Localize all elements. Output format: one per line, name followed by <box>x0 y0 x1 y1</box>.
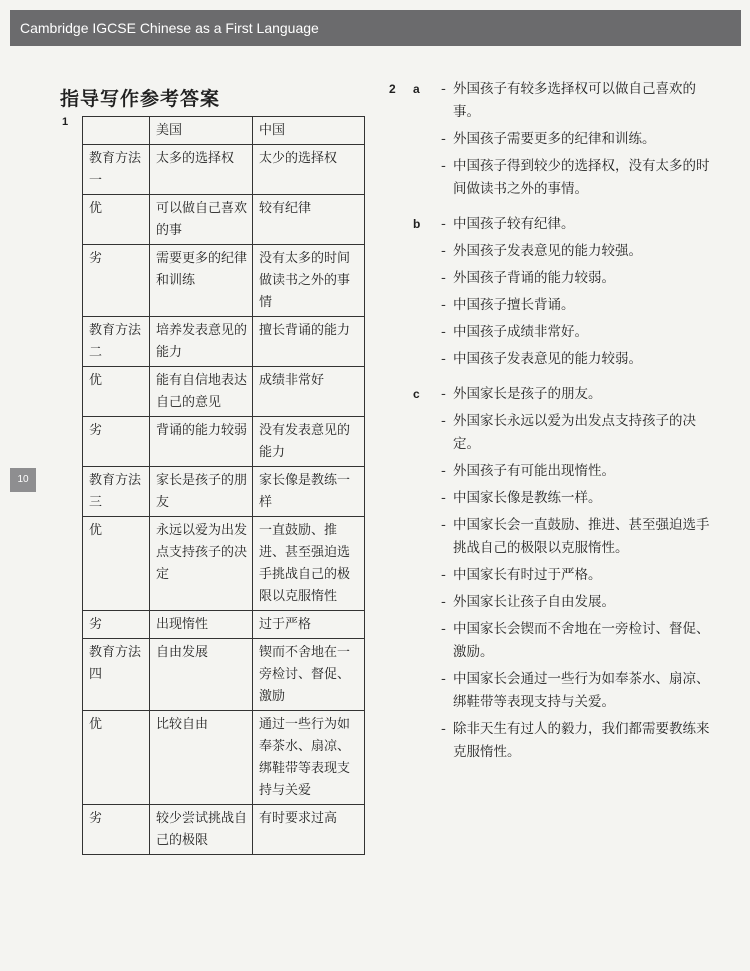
table-cell: 背诵的能力较弱 <box>150 417 253 467</box>
table-cell: 较少尝试挑战自己的极限 <box>150 805 253 855</box>
table-cell: 出现惰性 <box>150 611 253 639</box>
table-cell: 劣 <box>83 805 150 855</box>
list-item: - 外国孩子有较多选择权可以做自己喜欢的事。 <box>439 78 719 124</box>
table-row <box>83 611 365 639</box>
table-cell: 需要更多的纪律和训练 <box>150 245 253 317</box>
question-1-number: 1 <box>62 116 69 128</box>
part-letter: c <box>413 387 420 401</box>
table-row <box>83 467 365 517</box>
answer-part-b <box>389 213 719 371</box>
table-cell: 自由发展 <box>150 639 253 711</box>
table-header-cell: 中国 <box>253 117 365 145</box>
table-row <box>83 639 365 711</box>
list-item: - 中国孩子较有纪律。 <box>439 213 719 236</box>
table-cell: 永远以爱为出发点支持孩子的决定 <box>150 517 253 611</box>
section-title: 指导写作参考答案 <box>60 88 221 110</box>
table-cell: 太多的选择权 <box>150 145 253 195</box>
table-row <box>83 711 365 805</box>
table-cell: 教育方法二 <box>83 317 150 367</box>
list-item: - 外国家长永远以爱为出发点支持孩子的决定。 <box>439 410 719 456</box>
list-item: - 中国家长像是教练一样。 <box>439 487 719 510</box>
question-2-number: 2 <box>389 82 396 96</box>
table-header-row <box>83 117 365 145</box>
list-item: - 外国孩子需要更多的纪律和训练。 <box>439 128 719 151</box>
table-cell: 擅长背诵的能力 <box>253 317 365 367</box>
table-cell: 比较自由 <box>150 711 253 805</box>
list-item: - 中国孩子擅长背诵。 <box>439 294 719 317</box>
list-item: - 外国家长是孩子的朋友。 <box>439 383 719 406</box>
table-cell: 锲而不舍地在一旁检讨、督促、激励 <box>253 639 365 711</box>
list-item: - 外国孩子背诵的能力较弱。 <box>439 267 719 290</box>
list-item: - 外国家长让孩子自由发展。 <box>439 591 719 614</box>
table-cell: 优 <box>83 195 150 245</box>
table-cell: 家长是孩子的朋友 <box>150 467 253 517</box>
table-cell: 可以做自己喜欢的事 <box>150 195 253 245</box>
answer-table <box>82 116 365 855</box>
table-cell: 有时要求过高 <box>253 805 365 855</box>
table-cell: 一直鼓励、推进、甚至强迫选手挑战自己的极限以克服惰性 <box>253 517 365 611</box>
part-letter: b <box>413 217 421 231</box>
table-cell: 优 <box>83 517 150 611</box>
question-2 <box>389 78 719 776</box>
table-cell: 通过一些行为如奉茶水、扇凉、绑鞋带等表现支持与关爱 <box>253 711 365 805</box>
table-row <box>83 195 365 245</box>
list-item: - 中国家长会锲而不舍地在一旁检讨、督促、激励。 <box>439 618 719 664</box>
table-cell: 优 <box>83 367 150 417</box>
table-cell: 没有发表意见的能力 <box>253 417 365 467</box>
table-cell: 劣 <box>83 611 150 639</box>
table-cell: 成绩非常好 <box>253 367 365 417</box>
list-item: - 除非天生有过人的毅力，我们都需要教练来克服惰性。 <box>439 718 719 764</box>
list-item: - 外国孩子发表意见的能力较强。 <box>439 240 719 263</box>
table-row <box>83 245 365 317</box>
table-cell: 培养发表意见的能力 <box>150 317 253 367</box>
table-cell: 没有太多的时间做读书之外的事情 <box>253 245 365 317</box>
table-row <box>83 517 365 611</box>
table-cell: 较有纪律 <box>253 195 365 245</box>
table-row <box>83 805 365 855</box>
table-cell: 过于严格 <box>253 611 365 639</box>
table-row <box>83 145 365 195</box>
table-header-cell: 美国 <box>150 117 253 145</box>
table-cell: 太少的选择权 <box>253 145 365 195</box>
table-cell: 家长像是教练一样 <box>253 467 365 517</box>
table-cell: 教育方法一 <box>83 145 150 195</box>
list-item: - 中国孩子成绩非常好。 <box>439 321 719 344</box>
part-letter: a <box>413 82 420 96</box>
list-item: - 中国家长会一直鼓励、推进、甚至强迫选手挑战自己的极限以克服惰性。 <box>439 514 719 560</box>
table-row <box>83 367 365 417</box>
table-cell: 劣 <box>83 417 150 467</box>
list-item: - 外国孩子有可能出现惰性。 <box>439 460 719 483</box>
table-cell: 优 <box>83 711 150 805</box>
list-item: - 中国家长有时过于严格。 <box>439 564 719 587</box>
answer-part-a <box>389 78 719 201</box>
answer-part-c <box>389 383 719 764</box>
list-item: - 中国家长会通过一些行为如奉茶水、扇凉、绑鞋带等表现支持与关爱。 <box>439 668 719 714</box>
table-cell: 劣 <box>83 245 150 317</box>
table-cell: 能有自信地表达自己的意见 <box>150 367 253 417</box>
table-row <box>83 317 365 367</box>
table-cell: 教育方法三 <box>83 467 150 517</box>
list-item: - 中国孩子发表意见的能力较弱。 <box>439 348 719 371</box>
book-title: Cambridge IGCSE Chinese as a First Language <box>20 20 319 36</box>
table-cell: 教育方法四 <box>83 639 150 711</box>
list-item: - 中国孩子得到较少的选择权，没有太多的时间做读书之外的事情。 <box>439 155 719 201</box>
table-row <box>83 417 365 467</box>
page-number: 10 <box>10 468 36 492</box>
running-header <box>10 10 741 46</box>
table-header-cell <box>83 117 150 145</box>
